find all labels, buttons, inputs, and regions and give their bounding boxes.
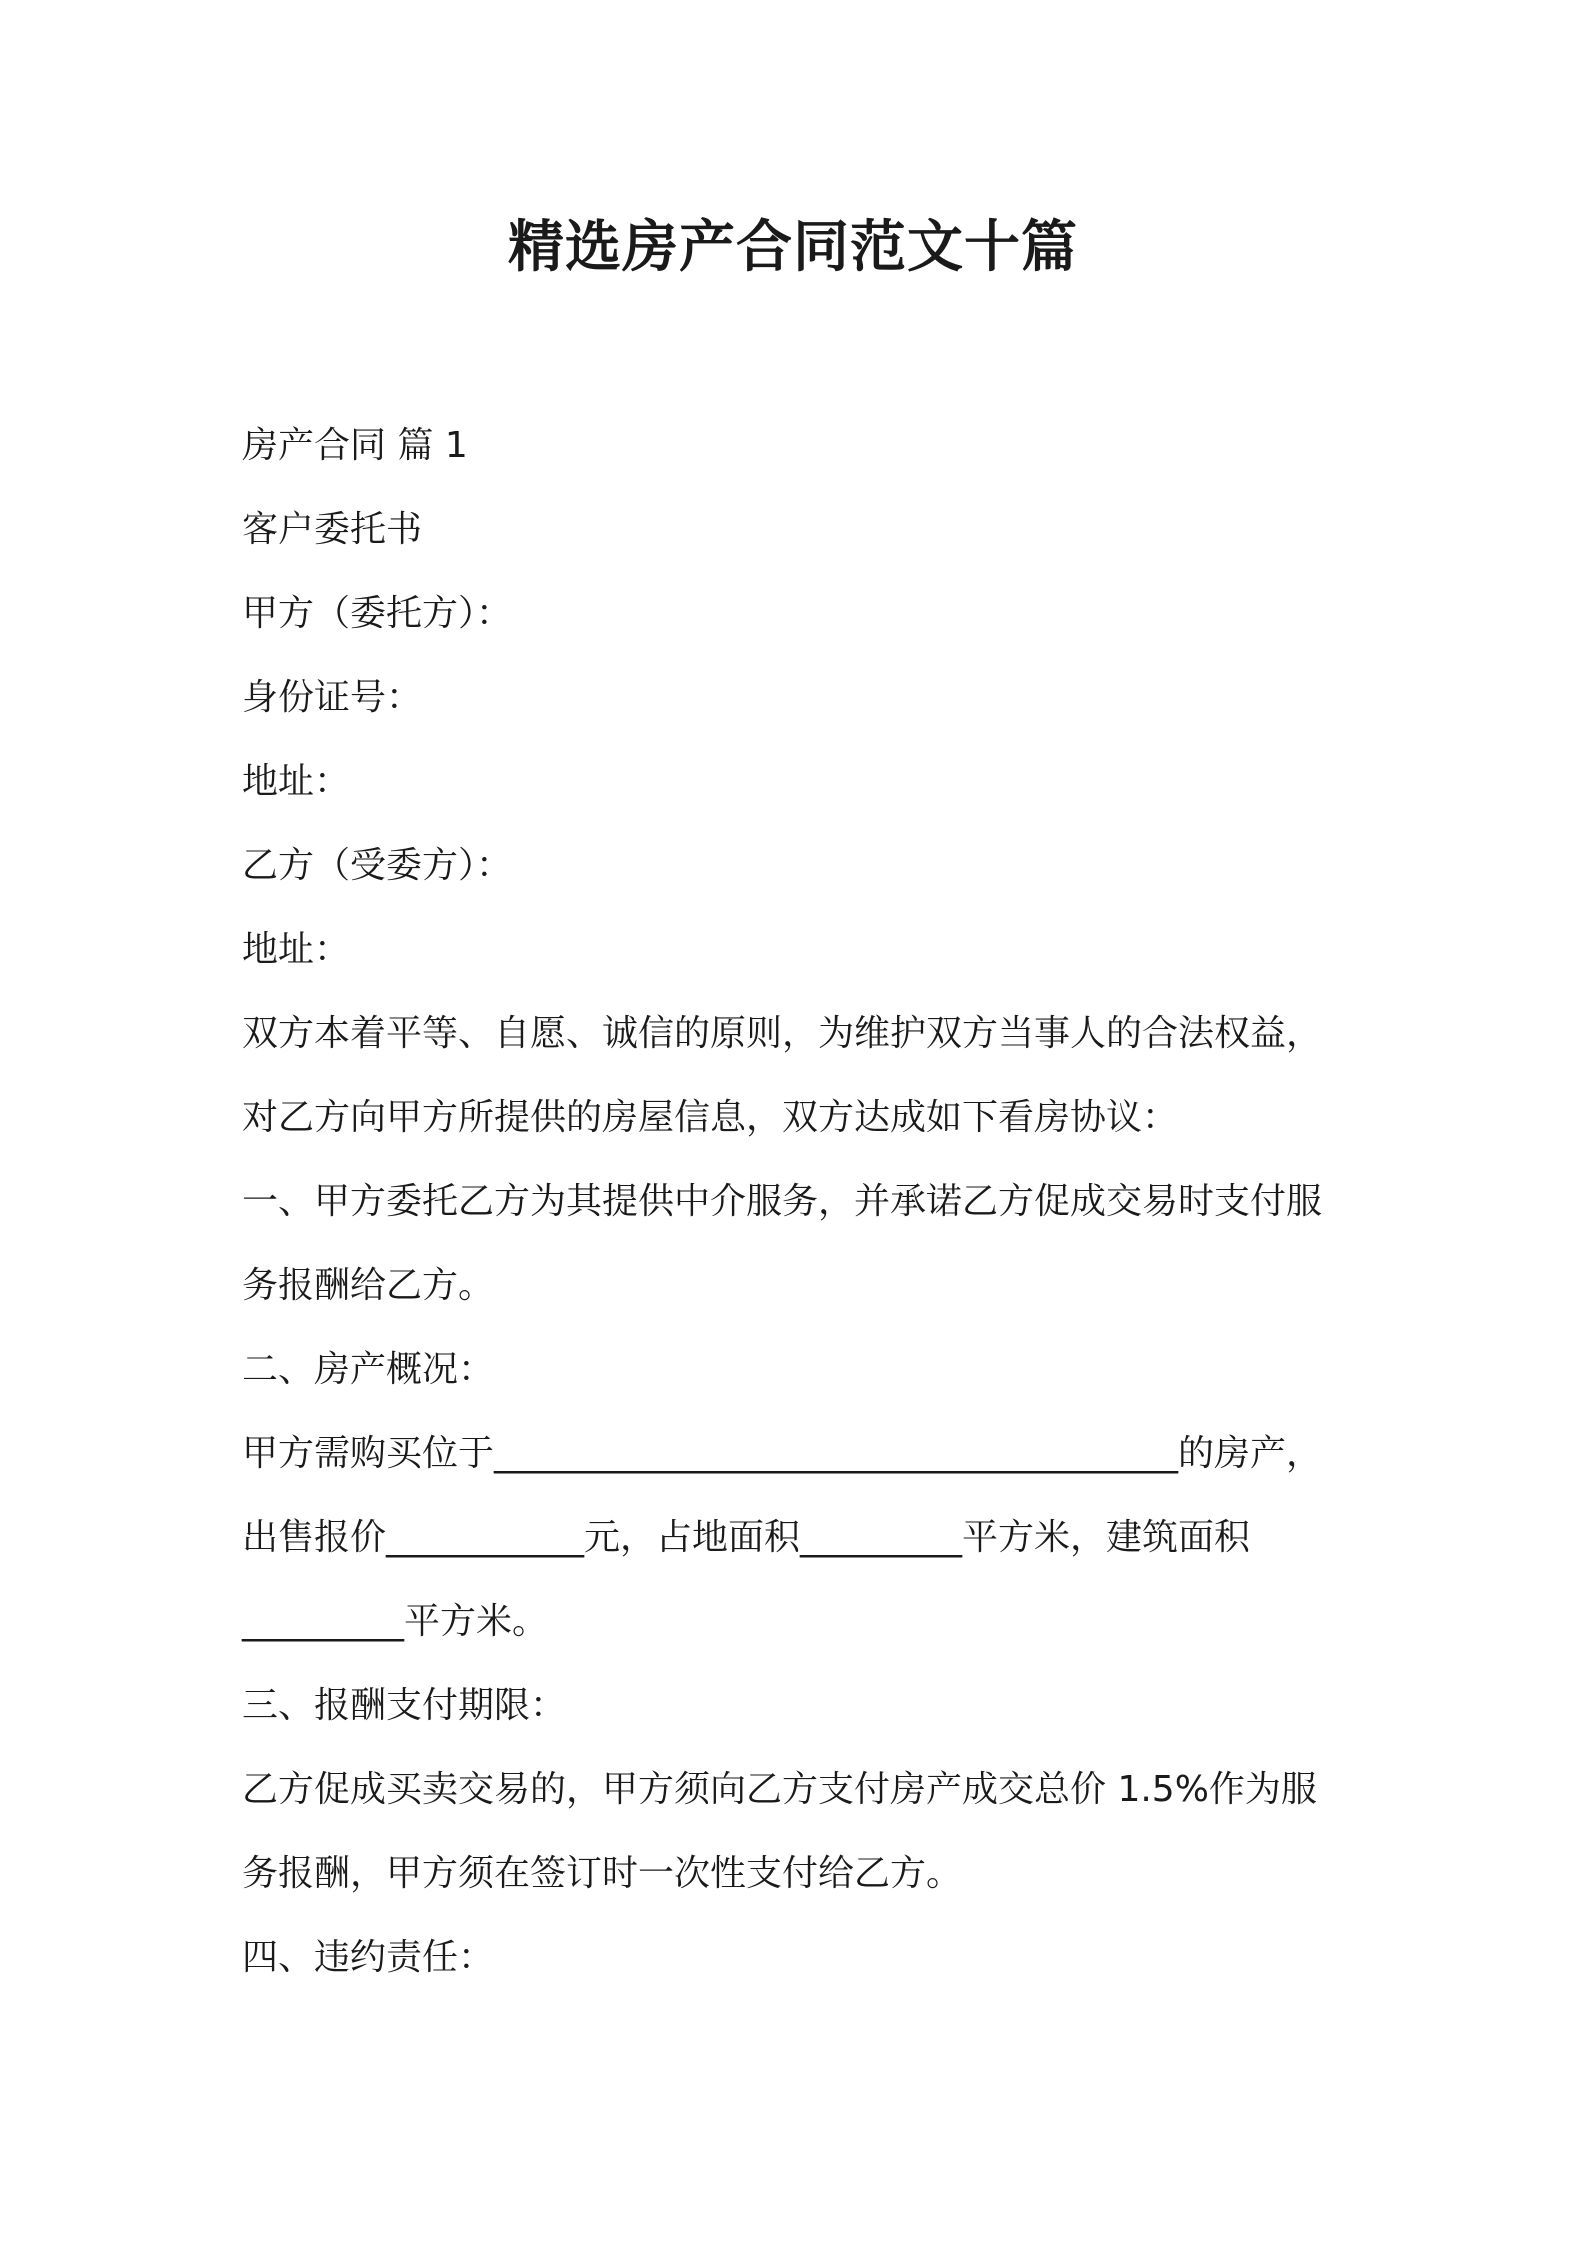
clause-4-heading: 四、违约责任： bbox=[242, 1937, 495, 1978]
party-a-label: 甲方（委托方）： bbox=[242, 593, 513, 634]
clause-1-line-2: 务报酬给乙方。 bbox=[242, 1265, 495, 1306]
document-title: 精选房产合同范文十篇 bbox=[508, 215, 1078, 280]
property-area-line: _________平方米。 bbox=[242, 1601, 549, 1642]
party-a-address-label: 地址： bbox=[242, 761, 351, 802]
clause-3-heading: 三、报酬支付期限： bbox=[242, 1685, 567, 1726]
subtitle-client-mandate: 客户委托书 bbox=[242, 509, 423, 550]
party-b-label: 乙方（受委方）： bbox=[242, 845, 513, 886]
id-number-label: 身份证号： bbox=[242, 677, 423, 718]
clause-2-heading: 二、房产概况： bbox=[242, 1349, 495, 1390]
clause-3-line-2: 务报酬，甲方须在签订时一次性支付给乙方。 bbox=[242, 1853, 963, 1894]
property-location-line: 甲方需购买位于______________________________________的房产， bbox=[242, 1433, 1323, 1474]
preamble-line-1: 双方本着平等、自愿、诚信的原则，为维护双方当事人的合法权益， bbox=[242, 1013, 1323, 1054]
preamble-line-2: 对乙方向甲方所提供的房屋信息，双方达成如下看房协议： bbox=[242, 1097, 1179, 1138]
document-body bbox=[242, 404, 1362, 2000]
property-price-line: 出售报价___________元，占地面积_________平方米，建筑面积 bbox=[242, 1517, 1251, 1558]
section-heading-contract-1: 房产合同 篇 1 bbox=[242, 425, 468, 466]
clause-1-line-1: 一、甲方委托乙方为其提供中介服务，并承诺乙方促成交易时支付服 bbox=[242, 1181, 1323, 1222]
clause-3-line-1: 乙方促成买卖交易的，甲方须向乙方支付房产成交总价 1.5%作为服 bbox=[242, 1769, 1317, 1810]
party-b-address-label: 地址： bbox=[242, 929, 351, 970]
